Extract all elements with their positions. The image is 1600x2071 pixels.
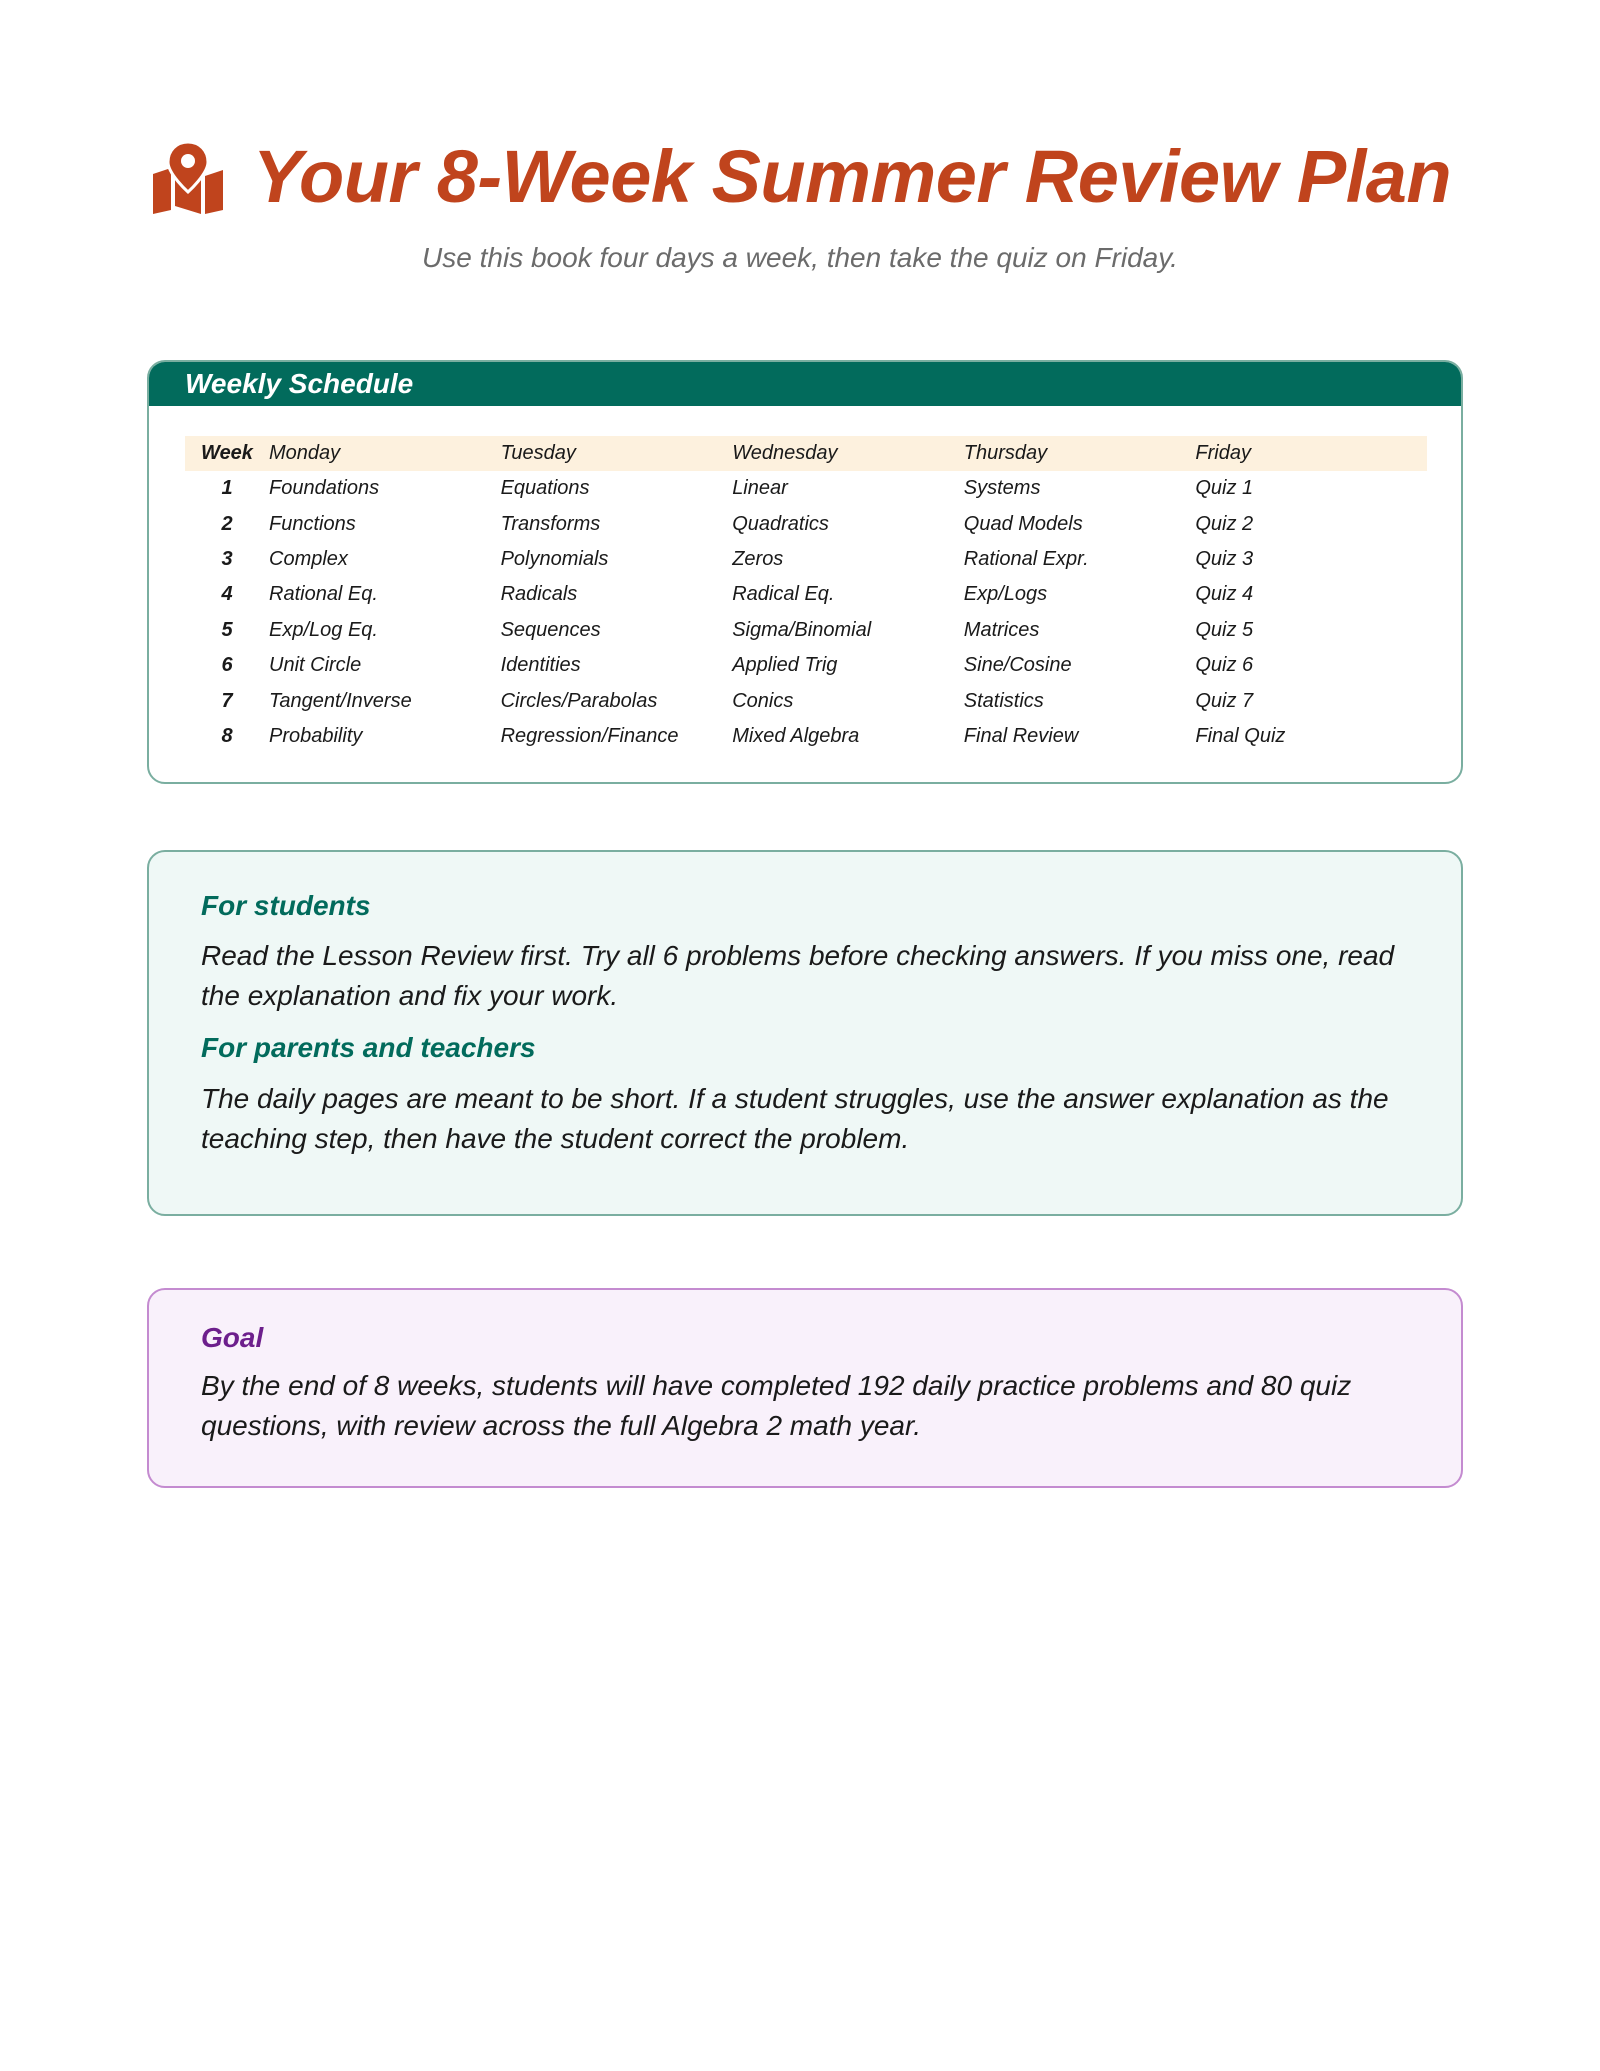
tuesday-cell: Circles/Parabolas xyxy=(500,689,658,712)
table-row xyxy=(185,613,1427,648)
monday-cell: Tangent/Inverse xyxy=(269,689,412,712)
tuesday-cell: Polynomials xyxy=(500,547,609,570)
title-row xyxy=(0,135,1600,218)
column-header-week: Week xyxy=(201,442,253,464)
table-row xyxy=(185,471,1427,506)
wednesday-cell: Sigma/Binomial xyxy=(732,618,872,641)
thursday-cell: Systems xyxy=(963,477,1041,500)
tuesday-cell: Transforms xyxy=(500,512,601,535)
tuesday-cell: Radicals xyxy=(500,583,578,606)
page-header xyxy=(0,135,1600,274)
column-header-monday: Monday xyxy=(269,442,341,464)
monday-cell: Functions xyxy=(269,512,356,535)
parents-text: The daily pages are meant to be short. If a student struggles, use the answer explanation as the teaching step, then have the student correct the problem. xyxy=(201,1082,1389,1154)
table-row xyxy=(185,542,1427,577)
wednesday-cell: Applied Trig xyxy=(732,654,838,677)
monday-cell: Rational Eq. xyxy=(269,583,378,606)
weekly-schedule-panel xyxy=(147,360,1463,784)
friday-cell: Quiz 6 xyxy=(1195,654,1254,677)
tuesday-cell: Regression/Finance xyxy=(500,724,679,747)
monday-cell: Probability xyxy=(269,724,363,747)
week-number-cell: 1 xyxy=(221,477,233,500)
monday-cell: Exp/Log Eq. xyxy=(269,618,378,641)
week-number-cell: 4 xyxy=(221,583,233,606)
wednesday-cell: Conics xyxy=(732,689,794,712)
students-text: Read the Lesson Review first. Try all 6 problems before checking answers. If you miss one, read the explanation and fix your work. xyxy=(201,940,1395,1012)
wednesday-cell: Zeros xyxy=(732,547,784,570)
students-heading: For students xyxy=(201,890,371,921)
table-row xyxy=(185,719,1427,754)
goal-text: By the end of 8 weeks, students will have completed 192 daily practice problems and 80 quiz questions, with review across the full Algebra 2 math year. xyxy=(201,1370,1352,1442)
wednesday-cell: Radical Eq. xyxy=(732,583,835,606)
monday-cell: Foundations xyxy=(269,477,380,500)
week-number-cell: 3 xyxy=(221,547,233,570)
guidance-box xyxy=(147,850,1463,1216)
page-title: Your 8-Week Summer Review Plan xyxy=(252,135,1452,218)
thursday-cell: Rational Expr. xyxy=(963,547,1089,570)
table-row xyxy=(185,648,1427,683)
column-header-wednesday: Wednesday xyxy=(732,442,838,464)
week-number-cell: 8 xyxy=(221,724,233,747)
thursday-cell: Matrices xyxy=(963,618,1040,641)
monday-cell: Unit Circle xyxy=(269,654,362,677)
wednesday-cell: Linear xyxy=(732,477,788,500)
thursday-cell: Exp/Logs xyxy=(963,583,1048,606)
thursday-cell: Sine/Cosine xyxy=(963,654,1072,677)
friday-cell: Quiz 1 xyxy=(1195,477,1254,500)
map-pin-icon xyxy=(149,140,227,214)
column-header-thursday: Thursday xyxy=(963,442,1048,464)
friday-cell: Quiz 3 xyxy=(1195,547,1254,570)
schedule-title: Weekly Schedule xyxy=(185,368,414,399)
friday-cell: Quiz 7 xyxy=(1195,689,1254,712)
parents-heading: For parents and teachers xyxy=(201,1032,536,1064)
week-number-cell: 5 xyxy=(221,618,233,641)
schedule-header-row xyxy=(185,436,1427,471)
schedule-table xyxy=(185,436,1427,754)
friday-cell: Final Quiz xyxy=(1195,724,1286,747)
friday-cell: Quiz 2 xyxy=(1195,512,1254,535)
goal-heading: Goal xyxy=(201,1322,264,1353)
thursday-cell: Final Review xyxy=(963,724,1079,747)
thursday-cell: Statistics xyxy=(963,689,1044,712)
table-row xyxy=(185,683,1427,718)
goal-box xyxy=(147,1288,1463,1488)
week-number-cell: 7 xyxy=(221,689,233,712)
column-header-friday: Friday xyxy=(1195,442,1251,464)
table-row xyxy=(185,506,1427,541)
friday-cell: Quiz 5 xyxy=(1195,618,1254,641)
tuesday-cell: Equations xyxy=(500,477,590,500)
thursday-cell: Quad Models xyxy=(963,512,1083,535)
table-row xyxy=(185,577,1427,612)
monday-cell: Complex xyxy=(269,547,348,570)
tuesday-cell: Identities xyxy=(500,654,581,677)
week-number-cell: 6 xyxy=(221,654,233,677)
tuesday-cell: Sequences xyxy=(500,618,601,641)
schedule-panel-header xyxy=(149,362,1461,406)
friday-cell: Quiz 4 xyxy=(1195,583,1254,606)
column-header-tuesday: Tuesday xyxy=(500,442,576,464)
week-number-cell: 2 xyxy=(221,512,233,535)
wednesday-cell: Mixed Algebra xyxy=(732,724,860,747)
wednesday-cell: Quadratics xyxy=(732,512,829,535)
page-subtitle: Use this book four days a week, then take the quiz on Friday. xyxy=(422,242,1178,273)
